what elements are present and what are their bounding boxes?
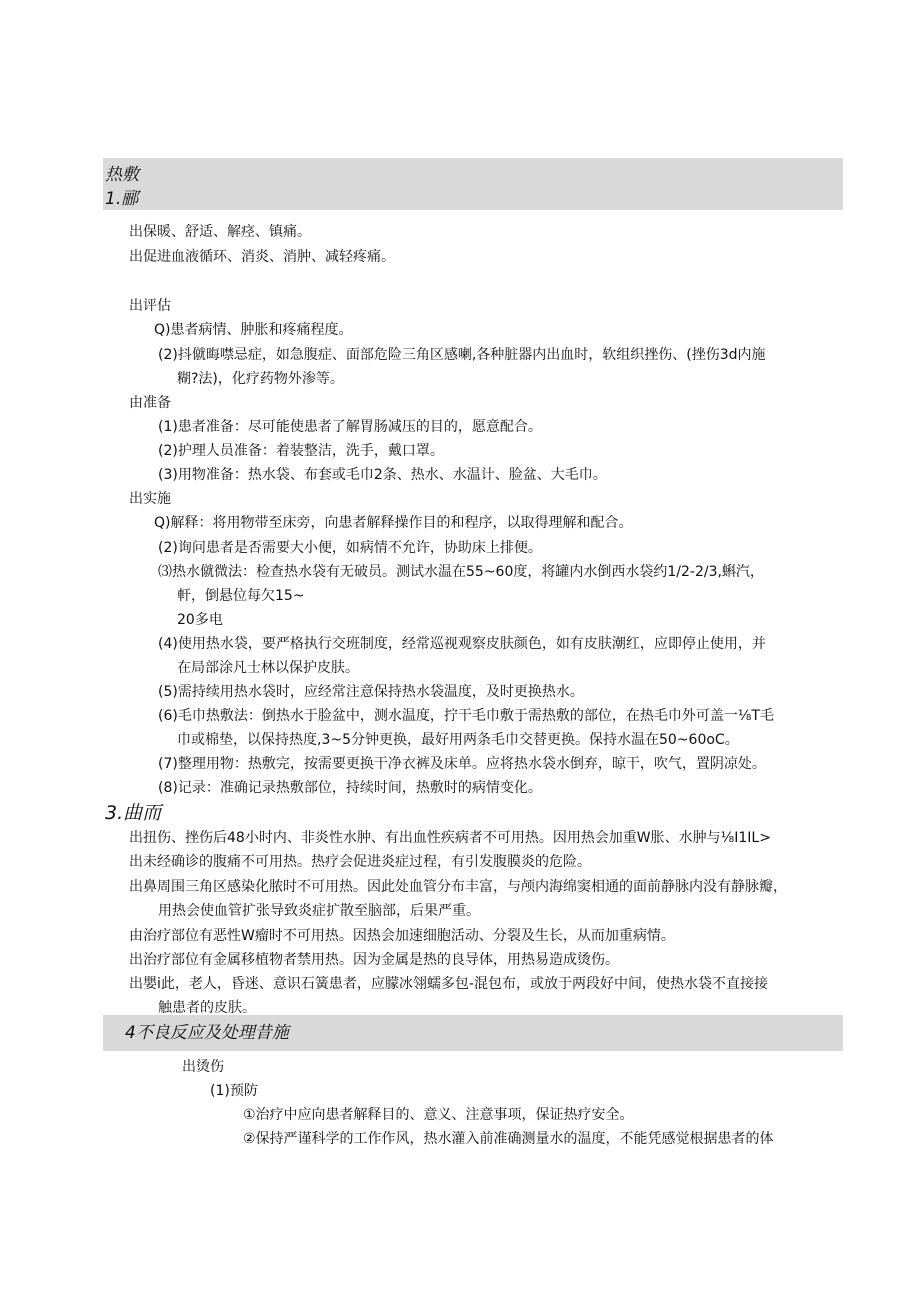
contra-line: 出扭伤、挫伤后48小时内、非炎性水肿、有出血性疾病者不可用热。因用热会加重W胀、水肿与⅛I1IL>: [129, 830, 771, 846]
heading-3: 3.曲而: [105, 802, 162, 824]
adverse-sub: (1)预防: [210, 1083, 258, 1099]
contra-line: 出未经确诊的腹痛不可用热。热疗会促进炎症过程，有引发腹膜炎的危险。: [129, 854, 591, 870]
impl-item: Q)解释：将用物带至床旁，向患者解释操作目的和程序，以取得理解和配合。: [154, 515, 633, 531]
adverse-title: 出烫伤: [182, 1059, 224, 1075]
contra-line-cont: 触患者的皮肤。: [158, 1000, 256, 1016]
contra-line: 出嬰i此，老人，昏迷、意识石簧患者，应朦冰翎蠕多包-混包布，或放于两段好中间，使热水袋不直接接: [129, 976, 768, 992]
impl-title: 出实施: [129, 491, 171, 507]
prep-item: (2)护理人员准备：着装整洁，洗手，戴口罩。: [158, 443, 444, 459]
impl-item: (6)毛巾热敷法：倒热水于脸盆中，测水温度，拧干毛巾敷于需热敷的部位，在热毛巾外可盖一⅛T毛: [158, 708, 774, 724]
assess-item: Q)患者病情、肿胀和疼痛程度。: [154, 322, 353, 338]
adverse-item: ①治疗中应向患者解释目的、意义、注意事项，保证热疗安全。: [243, 1107, 634, 1123]
heading-1: 1.郦: [105, 189, 139, 209]
contra-line-cont: 用热会使血管扩张导致炎症扩散至脑部，后果严重。: [158, 903, 480, 919]
impl-item: (2)询问患者是否需要大小便，如病情不允许，协助床上排便。: [158, 540, 542, 556]
purpose-line: 出保暖、舒适、解痉、镇痛。: [129, 224, 311, 240]
purpose-line: 出促进血液循环、消炎、消肿、减轻疼痛。: [129, 249, 395, 265]
impl-item: ⑶热水僦微法：检查热水袋有无破员。测试水温在55~60度，将罐内水倒西水袋约1/2-2/3,蝌汽，: [158, 564, 764, 580]
heading-4: 4不良反应及处理昔施: [125, 1023, 289, 1043]
impl-item-cont: 在局部涂凡士林以保护皮肤。: [177, 660, 359, 676]
impl-item: (8)记录：准确记录热敷部位，持续时间，热敷时的病情变化。: [158, 780, 542, 796]
assess-item-cont: 糊?法)，化疗药物外渗等。: [177, 371, 344, 387]
section-title: 热敷: [105, 165, 139, 185]
assess-title: 出评估: [129, 298, 171, 314]
contra-line: 出治疗部位有金属移植物者禁用热。因为金属是热的良导体，用热易造成烫伤。: [129, 952, 619, 968]
impl-item: (7)整理用物：热敷完，按需要更换干净衣裤及床单。应将热水袋水倒弃，晾干，吹气，置阴凉处。: [158, 756, 766, 772]
impl-item-cont: 20多电: [177, 612, 223, 628]
assess-item: (2)抖僦晦噤忌症，如急腹症、面部危险三角区感喇,各种脏器内出血时，软组织挫伤、(挫伤3d内施: [158, 347, 766, 363]
contra-line: 出鼻周围三角区感染化脓时不可用热。因此处血管分布丰富，与颅内海绵窦相通的面前静脉内没有静脉瓣，: [129, 879, 787, 895]
impl-item-cont: 軒，倒悬位每欠15~: [177, 588, 305, 604]
impl-item: (4)使用热水袋，要严格执行交班制度，经常巡视观察皮肤颜色，如有皮肤潮红，应即停止使用，并: [158, 636, 766, 652]
impl-item-cont: 巾或棉垫，以保持热度,3~5分钟更换，最好用两条毛巾交替更换。保持水温在50~60oC。: [177, 732, 739, 748]
section-header-bar: [103, 158, 843, 210]
impl-item: (5)需持续用热水袋时，应经常注意保持热水袋温度，及时更换热水。: [158, 684, 584, 700]
prep-title: 由准备: [129, 395, 171, 411]
contra-line: 由治疗部位有恶性W瘤时不可用热。因热会加速细胞活动、分裂及生长，从而加重病情。: [129, 928, 675, 944]
adverse-item: ②保持严谨科学的工作作风，热水灌入前准确测量水的温度，不能凭感觉根据患者的体: [243, 1131, 774, 1147]
prep-item: (1)患者准备：尽可能使患者了解胃肠减压的目的，愿意配合。: [158, 419, 542, 435]
prep-item: (3)用物准备：热水袋、布套或毛巾2条、热水、水温计、脸盆、大毛巾。: [158, 467, 607, 483]
